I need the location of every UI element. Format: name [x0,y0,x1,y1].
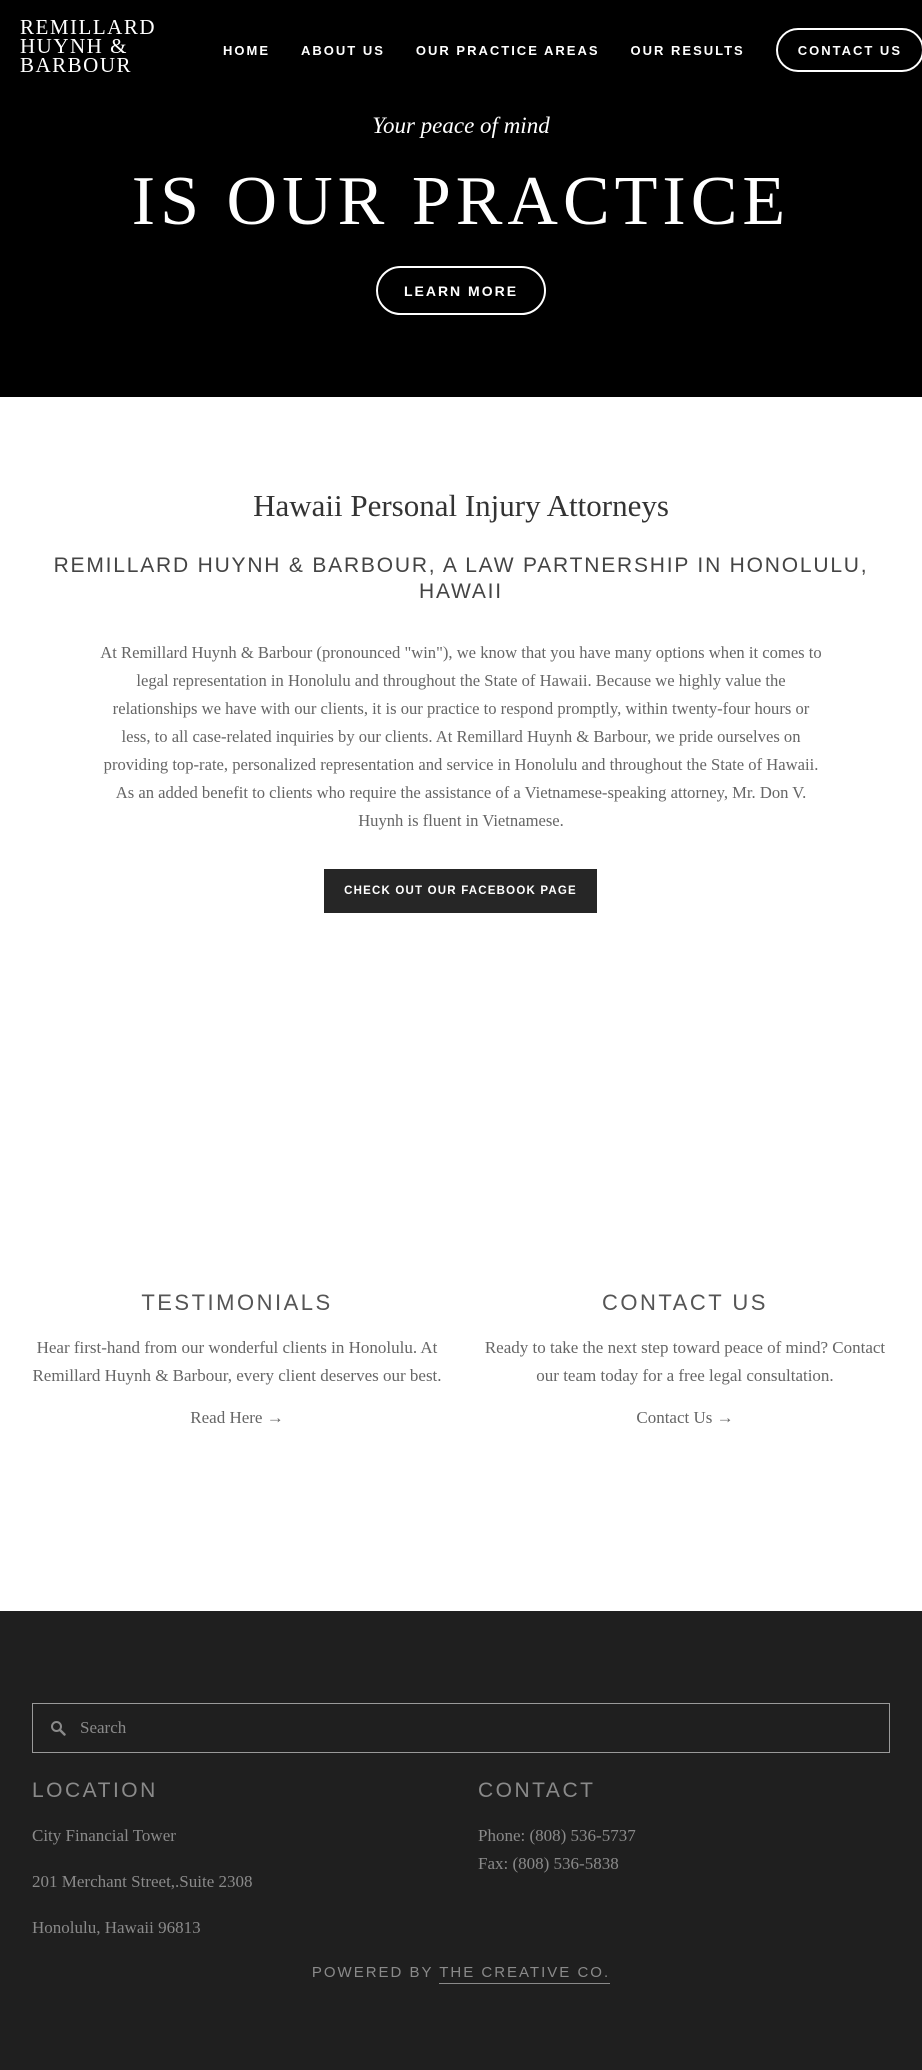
nav-about-us[interactable]: ABOUT US [301,42,385,58]
testimonials-heading: TESTIMONIALS [141,1290,333,1315]
search-icon [50,1720,66,1736]
location-heading: LOCATION [32,1779,158,1802]
intro-title: Hawaii Personal Injury Attorneys [253,488,669,523]
hero-subtitle: Your peace of mind [372,113,550,138]
footer-contact-heading: CONTACT [478,1779,596,1802]
phone-number[interactable]: Phone: (808) 536-5737 [478,1826,636,1845]
search-box[interactable] [32,1703,890,1753]
location-line: Honolulu, Hawaii 96813 [32,1918,201,1937]
nav-home[interactable]: HOME [223,42,271,58]
location-line: 201 Merchant Street,.Suite 2308 [32,1872,253,1891]
intro-subtitle: REMILLARD HUYNH & BARBOUR, A LAW PARTNERSHIP IN HONOLULU, HAWAII [53,554,869,603]
intro-body: At Remillard Huynh & Barbour (pronounced "win"), we know that you have many options when it comes to legal representation in Honolulu and throughout the State of Hawaii. Because we highly value the relationships we have with our clients, it is our practice to respond promptly, within twenty-four hours or less, to all case-related inquiries by our clients. At Remillard Huynh & Barbour, we pride ourselves on providing top-rate, personalized representation and service in Honolulu and throughout the State of Hawaii. As an added benefit to clients who require the assistance of a Vietnamese-speaking attorney, Mr. Don V. Huynh is fluent in Vietnamese. [100,643,822,830]
nav-contact-us-button[interactable]: CONTACT US [776,28,922,72]
contact-heading: CONTACT US [602,1290,768,1315]
testimonials-text: Hear first-hand from our wonderful clients in Honolulu. At Remillard Huynh & Barbour, every client deserves our best. [32,1338,442,1385]
search-input[interactable] [78,1717,858,1739]
location-line: City Financial Tower [32,1826,176,1845]
creative-co-link[interactable]: THE CREATIVE CO. [439,1964,610,1984]
read-here-link[interactable]: Read Here → [190,1408,284,1427]
hero-section [0,0,922,397]
site-footer [0,1611,922,2070]
learn-more-button[interactable]: LEARN MORE [376,266,546,315]
site-logo[interactable]: REMILLARD HUYNH & BARBOUR [20,15,156,77]
powered-by-label: POWERED BY [311,1964,434,1981]
nav-practice-areas[interactable]: OUR PRACTICE AREAS [415,42,600,58]
testimonials-block [32,1288,442,1428]
main-nav [223,28,922,72]
nav-our-results[interactable]: OUR RESULTS [630,42,745,58]
hero-title: IS OUR PRACTICE [131,163,791,240]
facebook-page-button[interactable]: CHECK OUT OUR FACEBOOK PAGE [324,869,597,913]
contact-block [480,1288,890,1428]
contact-text: Ready to take the next step toward peace of mind? Contact our team today for a free legal consultation. [484,1338,886,1385]
footer-contact-block [478,1771,636,1878]
powered-by [0,1964,922,1981]
contact-us-link[interactable]: Contact Us → [636,1408,734,1427]
fax-number: Fax: (808) 536-5838 [478,1854,619,1873]
location-block [32,1771,253,1951]
